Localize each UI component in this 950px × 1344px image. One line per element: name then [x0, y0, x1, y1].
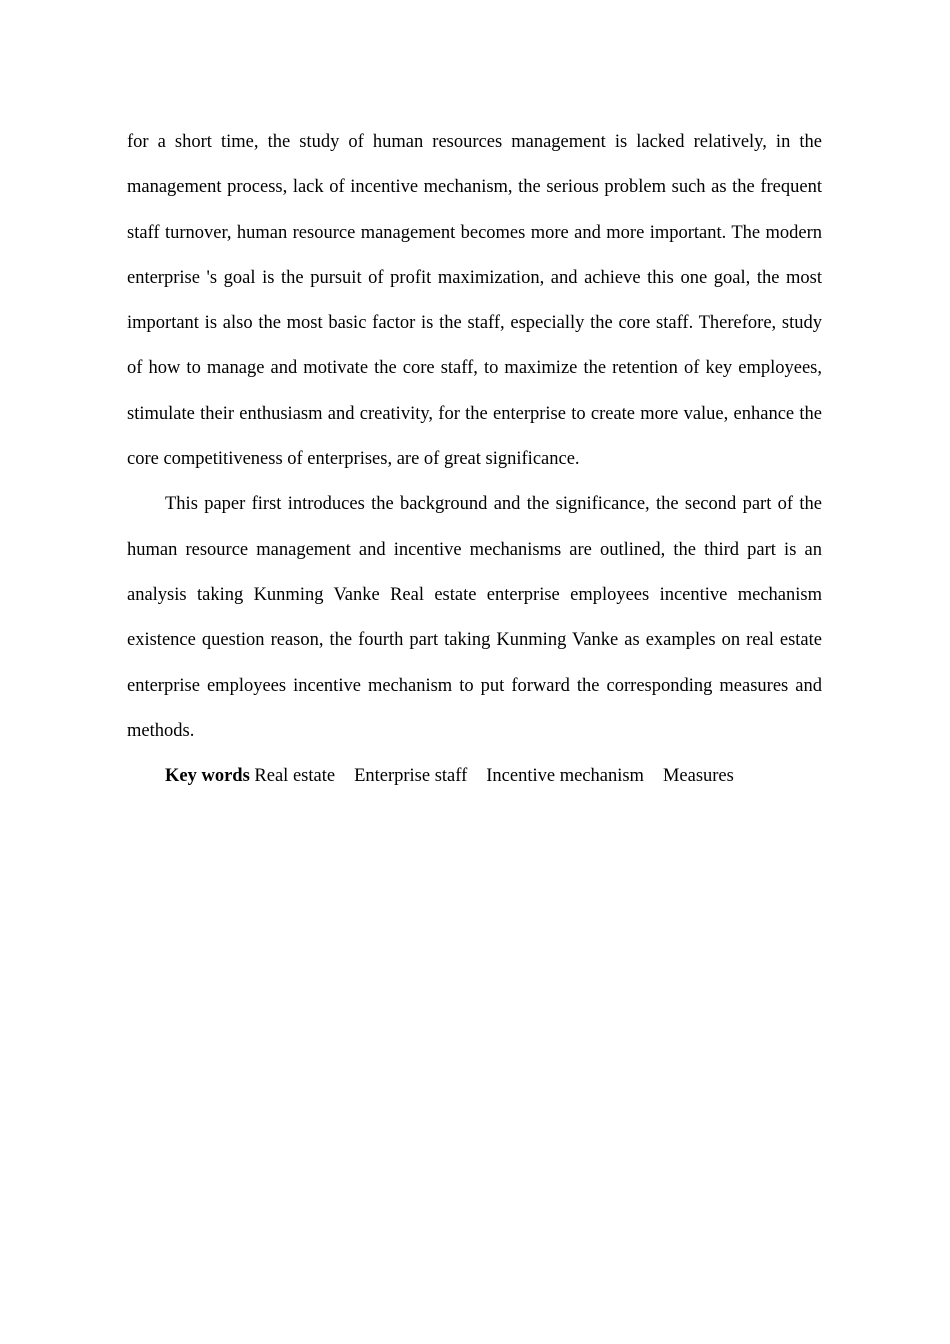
keywords-line: [127, 754, 822, 799]
keyword-item: Enterprise staff: [354, 766, 468, 787]
body-paragraph-continued: for a short time, the study of human resources management is lacked relatively, in the management process, lack of incentive mechanism, the serious problem such as the frequent staff turnover, human resource management becomes more and more important. The modern enterprise 's goal is the pursuit of profit maximization, and achieve this one goal, the most important is also the most basic factor is the staff, especially the core staff. Therefore, study of how to manage and motivate the core staff, to maximize the retention of key employees, stimulate their enthusiasm and creativity, for the enterprise to create more value, enhance the core competitiveness of enterprises, are of great significance.: [127, 132, 822, 470]
keyword-item: Real estate: [254, 766, 336, 787]
body-paragraph-outline: This paper first introduces the background and the significance, the second part of the human resource management and incentive mechanisms are outlined, the third part is an analysis taking Kunming Vanke Real estate enterprise employees incentive mechanism existence question reason, the fourth part taking Kunming Vanke as examples on real estate enterprise employees incentive mechanism to put forward the corresponding measures and methods.: [127, 494, 822, 741]
page-content: [127, 120, 822, 799]
keyword-item: Incentive mechanism: [486, 766, 644, 787]
keywords-label: Key words: [165, 766, 250, 787]
keyword-item: Measures: [662, 766, 734, 787]
